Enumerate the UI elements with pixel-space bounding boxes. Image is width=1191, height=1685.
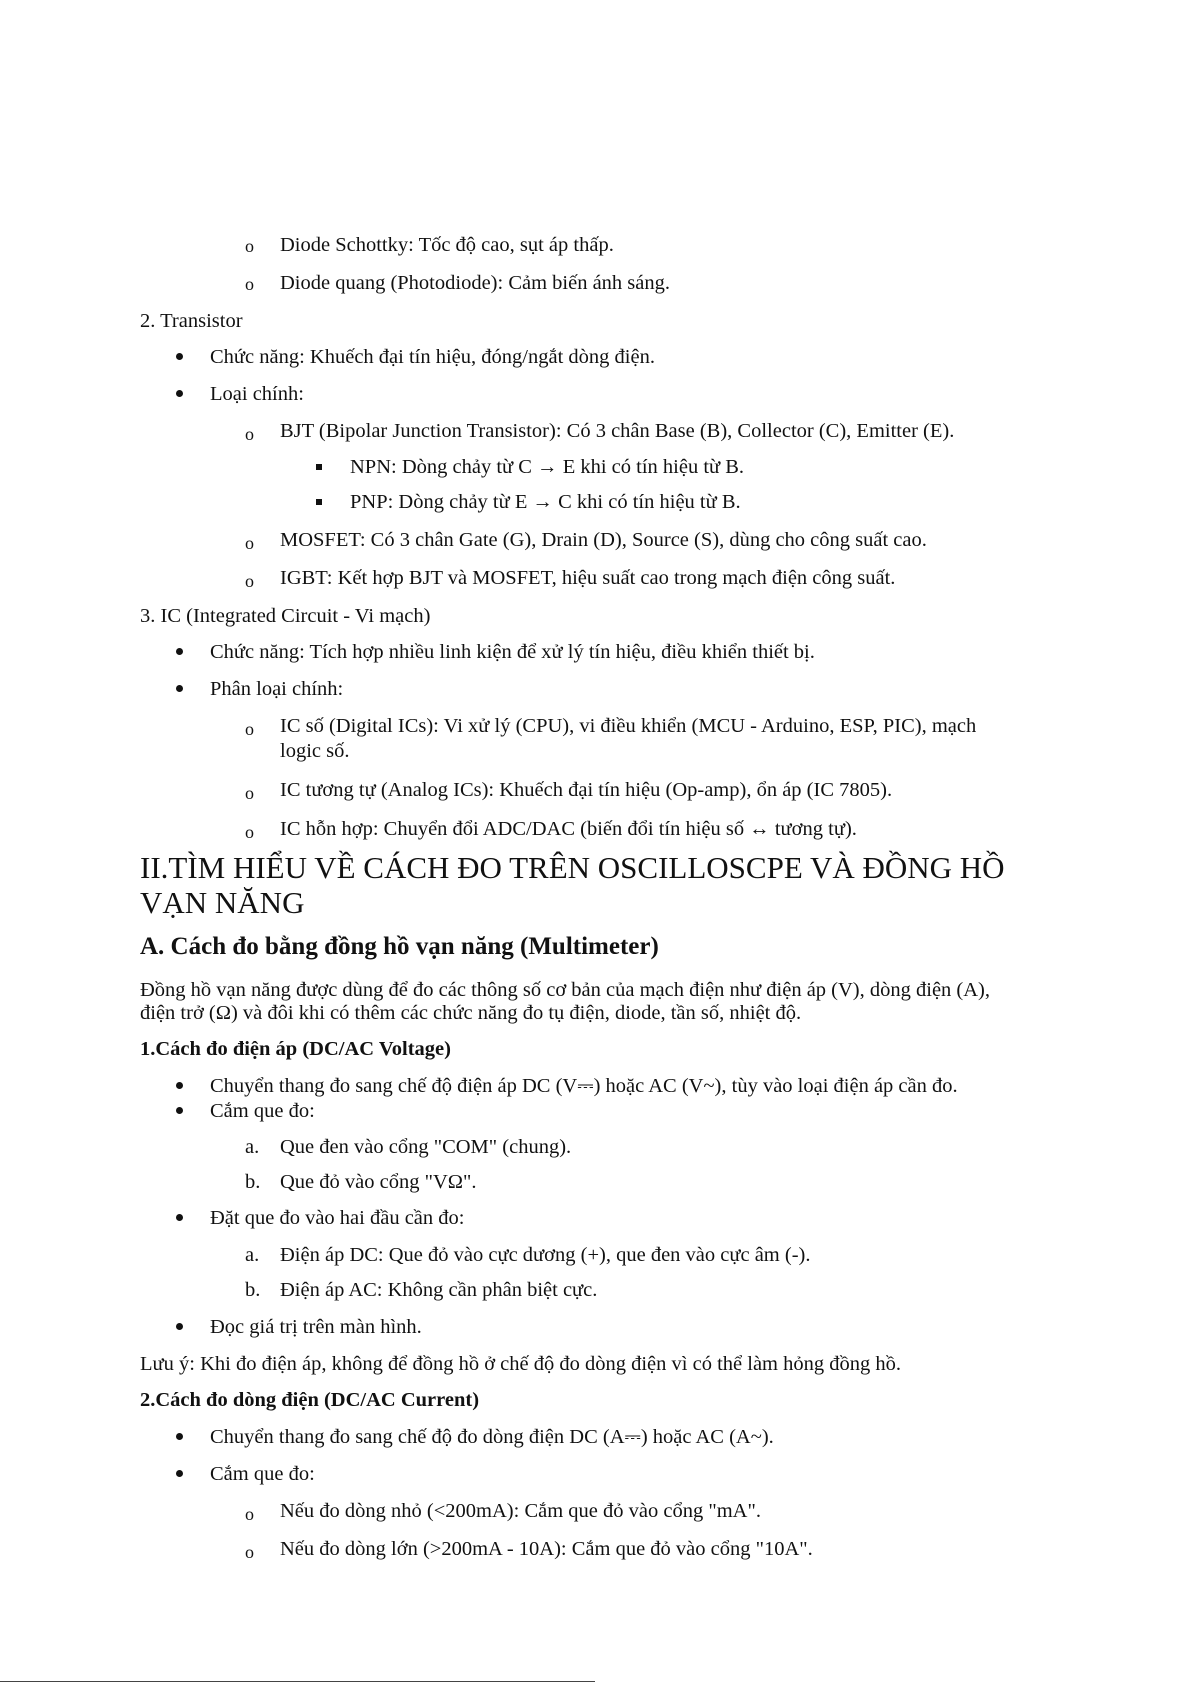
paragraph: điện trở (Ω) và đôi khi có thêm các chức năng đo tụ điện, diode, tần số, nhiệt độ. [140, 1002, 802, 1024]
footer-rule [0, 1681, 595, 1682]
list-item: BJT (Bipolar Junction Transistor): Có 3 chân Base (B), Collector (C), Emitter (E). [280, 420, 955, 442]
list-marker-circle: o [245, 822, 254, 842]
note-paragraph: Lưu ý: Khi đo điện áp, không để đồng hồ ở chế độ đo dòng điện vì có thể làm hỏng đồng hồ. [140, 1353, 901, 1375]
section-heading-transistor: 2. Transistor [140, 310, 243, 332]
list-marker-bullet [176, 1082, 183, 1089]
list-item: Chức năng: Tích hợp nhiều linh kiện để xử lý tín hiệu, điều khiển thiết bị. [210, 641, 815, 663]
step-heading-voltage: 1.Cách đo điện áp (DC/AC Voltage) [140, 1038, 451, 1060]
list-item: Điện áp AC: Không cần phân biệt cực. [280, 1279, 598, 1301]
list-item: IGBT: Kết hợp BJT và MOSFET, hiệu suất cao trong mạch điện công suất. [280, 567, 896, 589]
list-marker-letter: b. [245, 1171, 261, 1193]
list-marker-bullet [176, 1214, 183, 1221]
list-marker-bullet [176, 1470, 183, 1477]
list-marker-bullet [176, 1433, 183, 1440]
list-item: MOSFET: Có 3 chân Gate (G), Drain (D), Source (S), dùng cho công suất cao. [280, 529, 927, 551]
subsection-title: A. Cách đo bằng đồng hồ vạn năng (Multimeter) [140, 933, 659, 960]
list-marker-letter: b. [245, 1279, 261, 1301]
list-marker-circle: o [245, 783, 254, 803]
part-title: II.TÌM HIỂU VỀ CÁCH ĐO TRÊN OSCILLOSCPE VÀ ĐỒNG HỒ [140, 850, 1005, 885]
part-title-continuation: VẠN NĂNG [140, 885, 305, 920]
list-item: Chức năng: Khuếch đại tín hiệu, đóng/ngắt dòng điện. [210, 346, 655, 368]
list-marker-circle: o [245, 533, 254, 553]
list-item: Diode Schottky: Tốc độ cao, sụt áp thấp. [280, 234, 614, 256]
list-marker-bullet [176, 1107, 183, 1114]
list-marker-bullet [176, 1323, 183, 1330]
step-heading-current: 2.Cách đo dòng điện (DC/AC Current) [140, 1389, 480, 1411]
list-item: Que đỏ vào cổng "VΩ". [280, 1171, 477, 1193]
list-item: Loại chính: [210, 383, 304, 405]
list-marker-square [316, 499, 322, 505]
list-item: NPN: Dòng chảy từ C → E khi có tín hiệu từ B. [350, 456, 745, 478]
list-item: Cắm que đo: [210, 1100, 315, 1122]
list-marker-bullet [176, 390, 183, 397]
list-item: Đặt que đo vào hai đầu cần đo: [210, 1207, 465, 1229]
section-heading-ic: 3. IC (Integrated Circuit - Vi mạch) [140, 605, 431, 627]
list-marker-bullet [176, 353, 183, 360]
list-item: Phân loại chính: [210, 678, 344, 700]
list-marker-letter: a. [245, 1136, 260, 1158]
list-item: Đọc giá trị trên màn hình. [210, 1316, 422, 1338]
list-marker-circle: o [245, 1542, 254, 1562]
list-marker-circle: o [245, 424, 254, 444]
list-marker-circle: o [245, 1504, 254, 1524]
list-marker-bullet [176, 685, 183, 692]
list-item: Cắm que đo: [210, 1463, 315, 1485]
list-item: Que đen vào cổng "COM" (chung). [280, 1136, 572, 1158]
list-item: Chuyển thang đo sang chế độ điện áp DC (V⎓) hoặc AC (V~), tùy vào loại điện áp cần đo. [210, 1075, 958, 1097]
list-item: Diode quang (Photodiode): Cảm biến ánh sáng. [280, 272, 671, 294]
paragraph: Đồng hồ vạn năng được dùng để đo các thông số cơ bản của mạch điện như điện áp (V), dòng điện (A), [140, 979, 991, 1001]
list-item: IC số (Digital ICs): Vi xử lý (CPU), vi điều khiển (MCU - Arduino, ESP, PIC), mạch [280, 715, 977, 737]
list-item: IC hỗn hợp: Chuyển đổi ADC/DAC (biến đổi tín hiệu số ↔ tương tự). [280, 818, 857, 840]
list-item: Điện áp DC: Que đỏ vào cực dương (+), que đen vào cực âm (-). [280, 1244, 811, 1266]
list-marker-circle: o [245, 236, 254, 256]
list-item: Nếu đo dòng lớn (>200mA - 10A): Cắm que đỏ vào cổng "10A". [280, 1538, 813, 1560]
list-item: Nếu đo dòng nhỏ (<200mA): Cắm que đỏ vào cổng "mA". [280, 1500, 761, 1522]
list-marker-bullet [176, 648, 183, 655]
list-item: Chuyển thang đo sang chế độ đo dòng điện DC (A⎓) hoặc AC (A~). [210, 1426, 774, 1448]
list-item: IC tương tự (Analog ICs): Khuếch đại tín hiệu (Op-amp), ổn áp (IC 7805). [280, 779, 893, 801]
list-item-continuation: logic số. [280, 740, 350, 762]
list-marker-circle: o [245, 274, 254, 294]
list-marker-square [316, 464, 322, 470]
list-marker-circle: o [245, 719, 254, 739]
list-marker-letter: a. [245, 1244, 260, 1266]
list-marker-circle: o [245, 571, 254, 591]
list-item: PNP: Dòng chảy từ E → C khi có tín hiệu từ B. [350, 491, 741, 513]
